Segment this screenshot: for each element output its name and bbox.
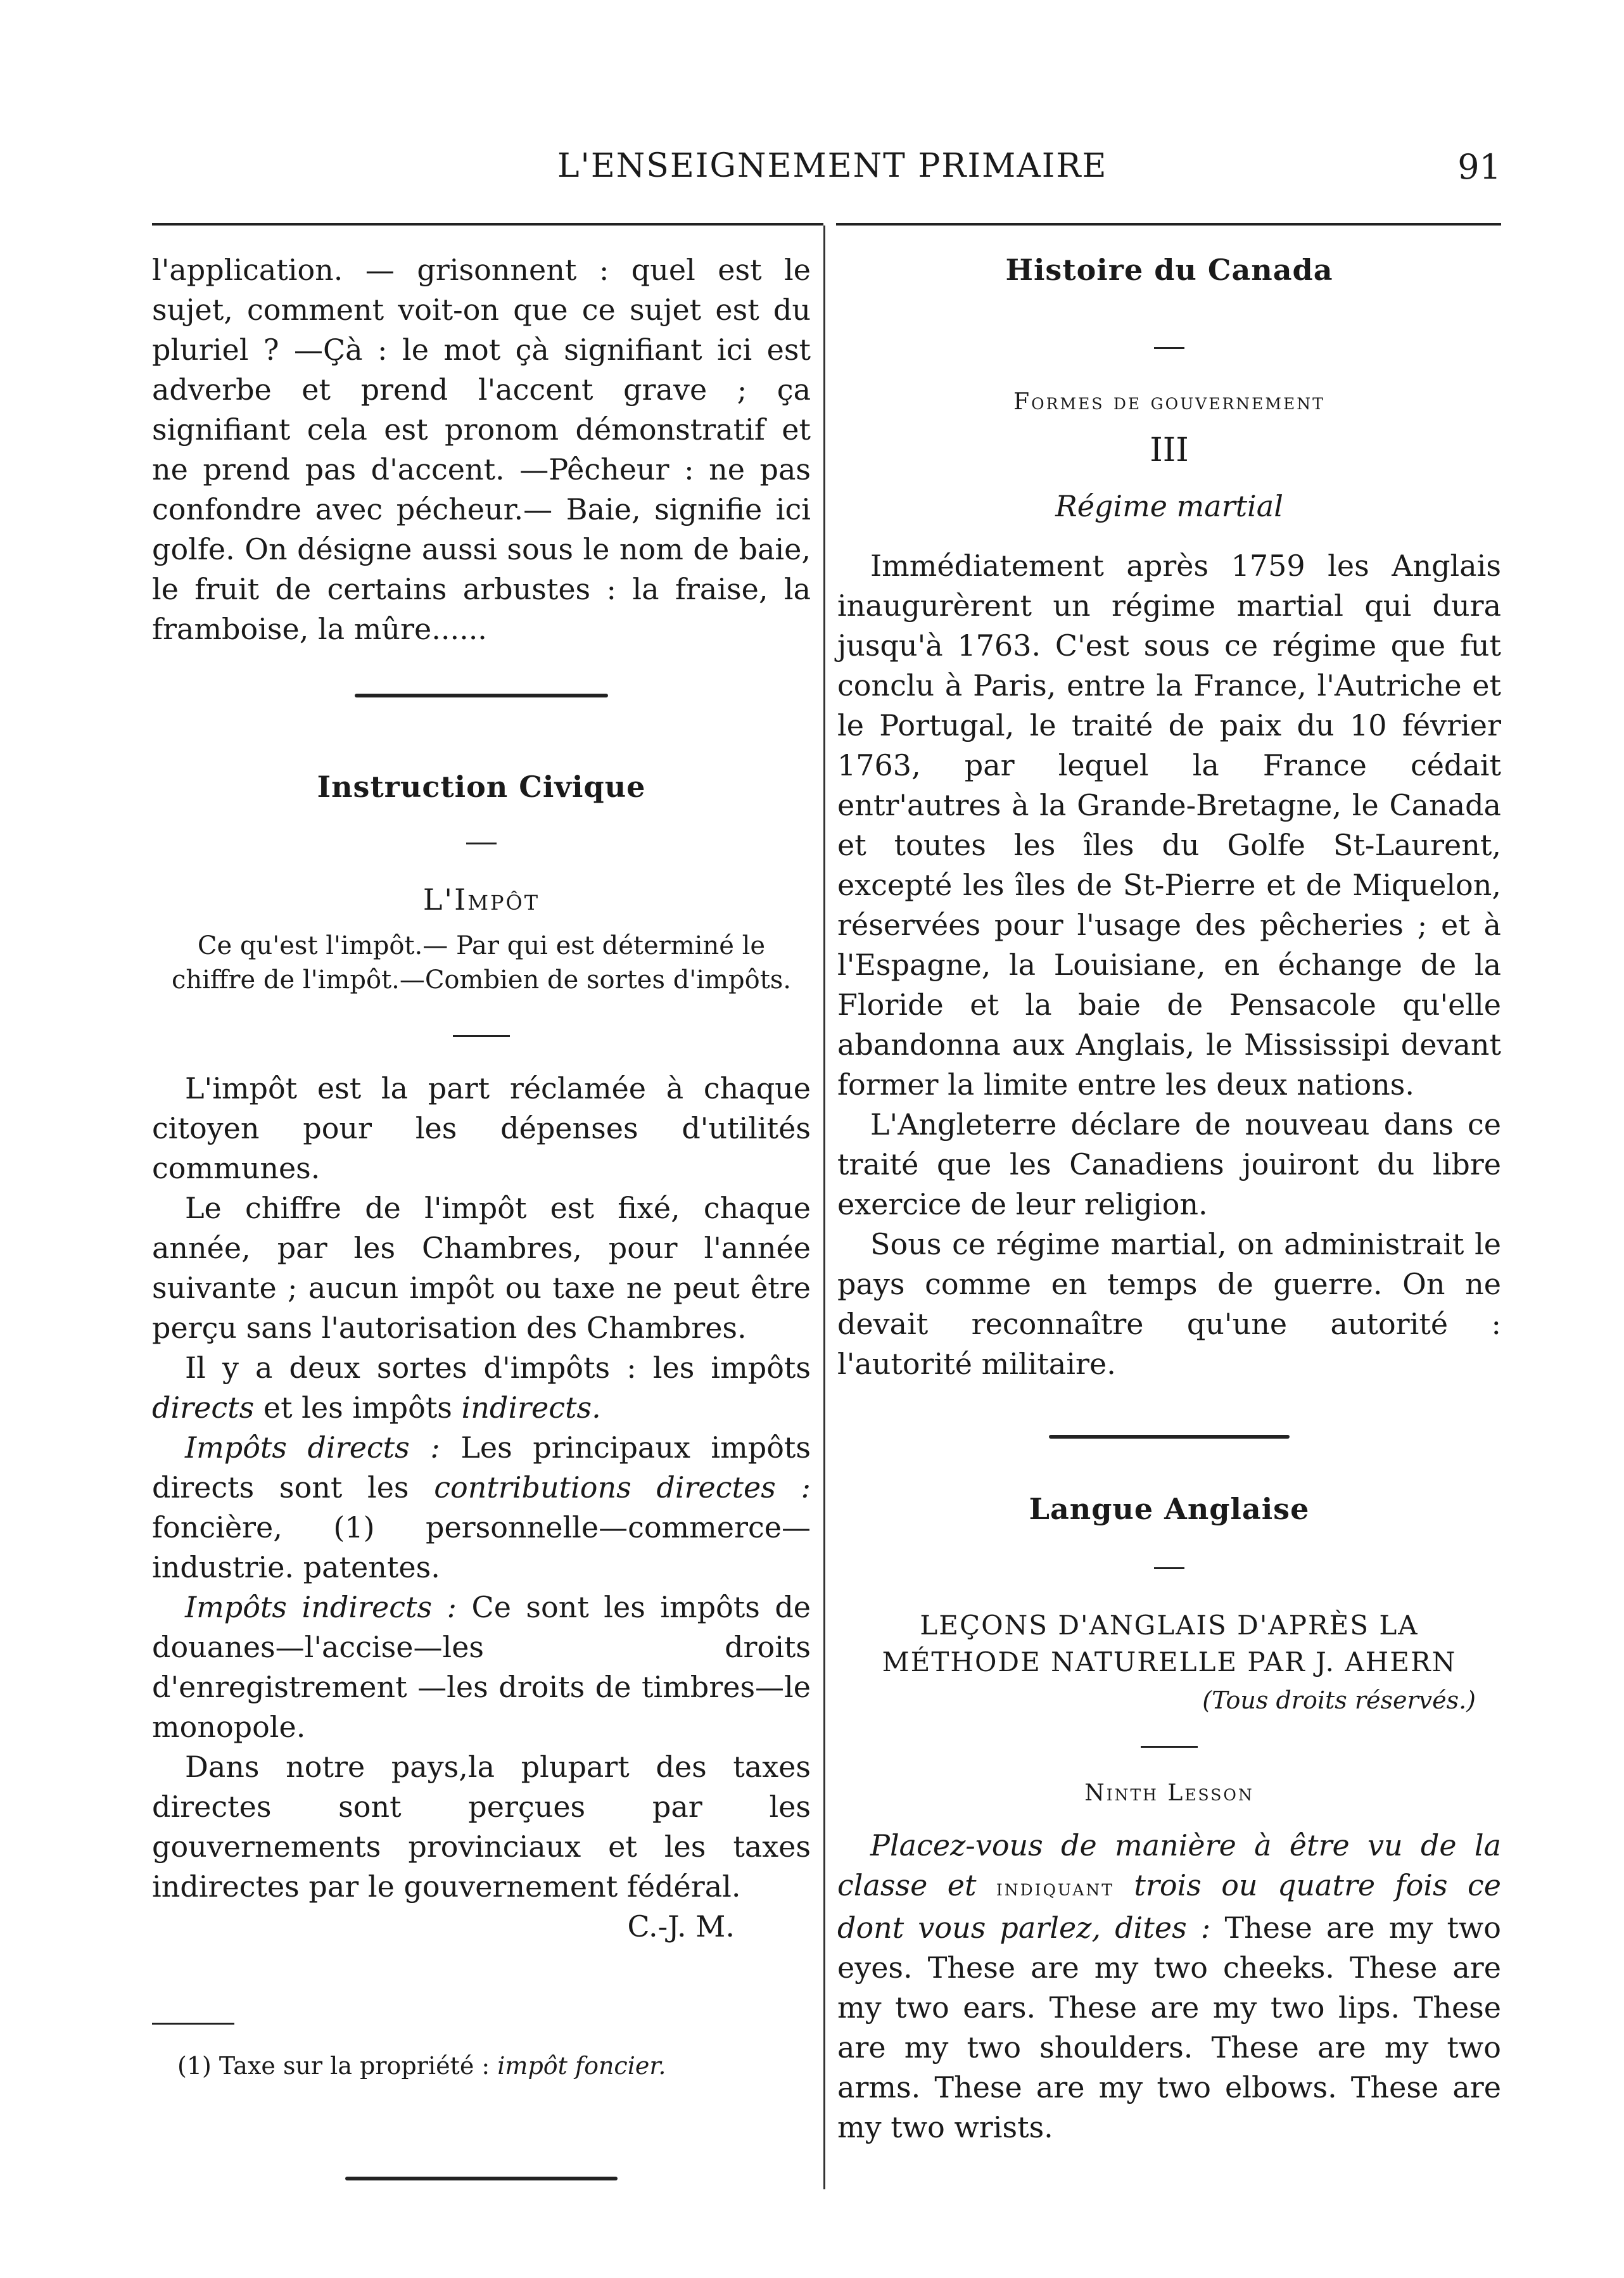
text-italic: directs — [152, 1390, 255, 1425]
text-italic: indirects. — [461, 1390, 601, 1425]
right-paragraph-1: Immédiatement après 1759 les Anglais inaugurèrent un régime martial qui dura jusqu'à 1763. C'est sous ce régime que fut conclu à Paris, entre la France, l'Autriche et le Portugal, le traité de paix du 10 février 1763, par lequel la France cédait entr'autres à la Grande-Bretagne, le Canada et toutes les îles du Golfe St-Laurent, excepté les îles de St-Pierre et de Miquelon, réservées pour l'usage des pêcheries ; et à l'Espagne, la Louisiane, en échange de la Floride et la baie de Pensacole qu'elle abandonna aux Anglais, le Mississipi devant former la limite entre les deux nations. — [837, 549, 1501, 1102]
subsection-impot: L'Impôt — [422, 882, 540, 917]
left-paragraph-3: Le chiffre de l'impôt est fixé, chaque année, par les Chambres, pour l'année suivante ; aucun impôt ou taxe ne peut être perçu sans l'autorisation des Chambres. — [152, 1191, 811, 1345]
left-paragraph-5 — [152, 1428, 811, 1588]
signature: C.-J. M. — [627, 1909, 735, 1944]
header-rule-left — [152, 223, 823, 226]
text: These are my two eyes. These are my two cheeks. These are my two ears. These are my two lips. These are my two shoulders. These are my two arms. These are my two elbows. These are my two wrists. — [837, 1911, 1501, 2144]
header-rule-right — [836, 223, 1501, 226]
left-paragraph-6 — [152, 1588, 811, 1747]
text-italic: contributions directes : — [434, 1470, 811, 1505]
section-title-instruction-civique: Instruction Civique — [317, 770, 646, 804]
text: Les principaux impôts directs sont les — [152, 1430, 811, 1505]
summary: Ce qu'est l'impôt.— Par qui est déterminé le chiffre de l'impôt.—Combien de sortes d'impôts. — [171, 931, 792, 995]
rights-reserved: (Tous droits réservés.) — [1202, 1686, 1476, 1714]
text: et les impôts — [254, 1390, 462, 1425]
text-italic: impôt foncier. — [497, 2052, 666, 2080]
text: Ce sont les impôts de douanes—l'accise—les droits d'enregistrement —les droits de timbres—le monopole. — [152, 1590, 811, 1744]
ornament-divider — [345, 2177, 618, 2180]
footnote — [152, 2050, 811, 2082]
lesson-series-title: LEÇONS D'ANGLAIS D'APRÈS LA MÉTHODE NATURELLE PAR J. AHERN — [882, 1610, 1457, 1677]
right-column — [837, 250, 1501, 2148]
text: Il y a deux sortes d'impôts : les impôts — [185, 1351, 811, 1385]
roman-numeral: III — [1150, 431, 1189, 469]
text-italic: Impôts directs : — [185, 1430, 461, 1465]
left-paragraph-1: l'application. — grisonnent : quel est le sujet, comment voit-on que ce sujet est du pluriel ? —Çà : le mot çà signifiant ici est adverbe et prend l'accent grave ; ça signifiant cela est pronom démonstratif et ne prend pas d'accent. —Pêcheur : ne pas confondre avec pécheur.— Baie, signifie ici golfe. On désigne aussi sous le nom de baie, le fruit de certains arbustes : la fraise, la framboise, la mûre...... — [152, 253, 811, 646]
page-number: 91 — [1457, 147, 1501, 187]
text-smallcaps: indiquant — [996, 1875, 1114, 1901]
running-head — [152, 147, 1501, 198]
text-italic: Placez-vous de manière à être vu de la classe et — [837, 1828, 1501, 1902]
right-paragraph-4 — [837, 1826, 1501, 2148]
section-title-histoire-canada: Histoire du Canada — [1005, 253, 1333, 287]
column-divider — [823, 226, 825, 2189]
left-paragraph-4 — [152, 1348, 811, 1428]
text: foncière, (1) personnelle—commerce—industrie. patentes. — [152, 1510, 811, 1584]
running-title: L'ENSEIGNEMENT PRIMAIRE — [557, 147, 1108, 185]
text: (1) Taxe sur la propriété : — [177, 2052, 498, 2080]
lesson-number: Ninth Lesson — [1084, 1780, 1254, 1806]
subsection-formes-gouvernement: Formes de gouvernement — [1013, 389, 1325, 415]
left-column — [152, 250, 811, 2180]
right-paragraph-3: Sous ce régime martial, on administrait le pays comme en temps de guerre. On ne devait reconnaître qu'une autorité : l'autorité militaire. — [837, 1227, 1501, 1381]
text-italic: trois ou quatre fois ce dont vous parlez, dites : — [837, 1868, 1501, 1945]
right-paragraph-2: L'Angleterre déclare de nouveau dans ce traité que les Canadiens jouiront du libre exercice de leur religion. — [837, 1107, 1501, 1221]
regime-title: Régime martial — [1055, 489, 1283, 523]
section-title-langue-anglaise: Langue Anglaise — [1029, 1492, 1310, 1526]
left-paragraph-2: L'impôt est la part réclamée à chaque citoyen pour les dépenses d'utilités communes. — [152, 1071, 811, 1185]
text-italic: Impôts indirects : — [185, 1590, 472, 1624]
left-paragraph-7: Dans notre pays,la plupart des taxes directes sont perçues par les gouvernements provinciaux et les taxes indirectes par le gouvernement fédéral. — [152, 1750, 811, 1904]
